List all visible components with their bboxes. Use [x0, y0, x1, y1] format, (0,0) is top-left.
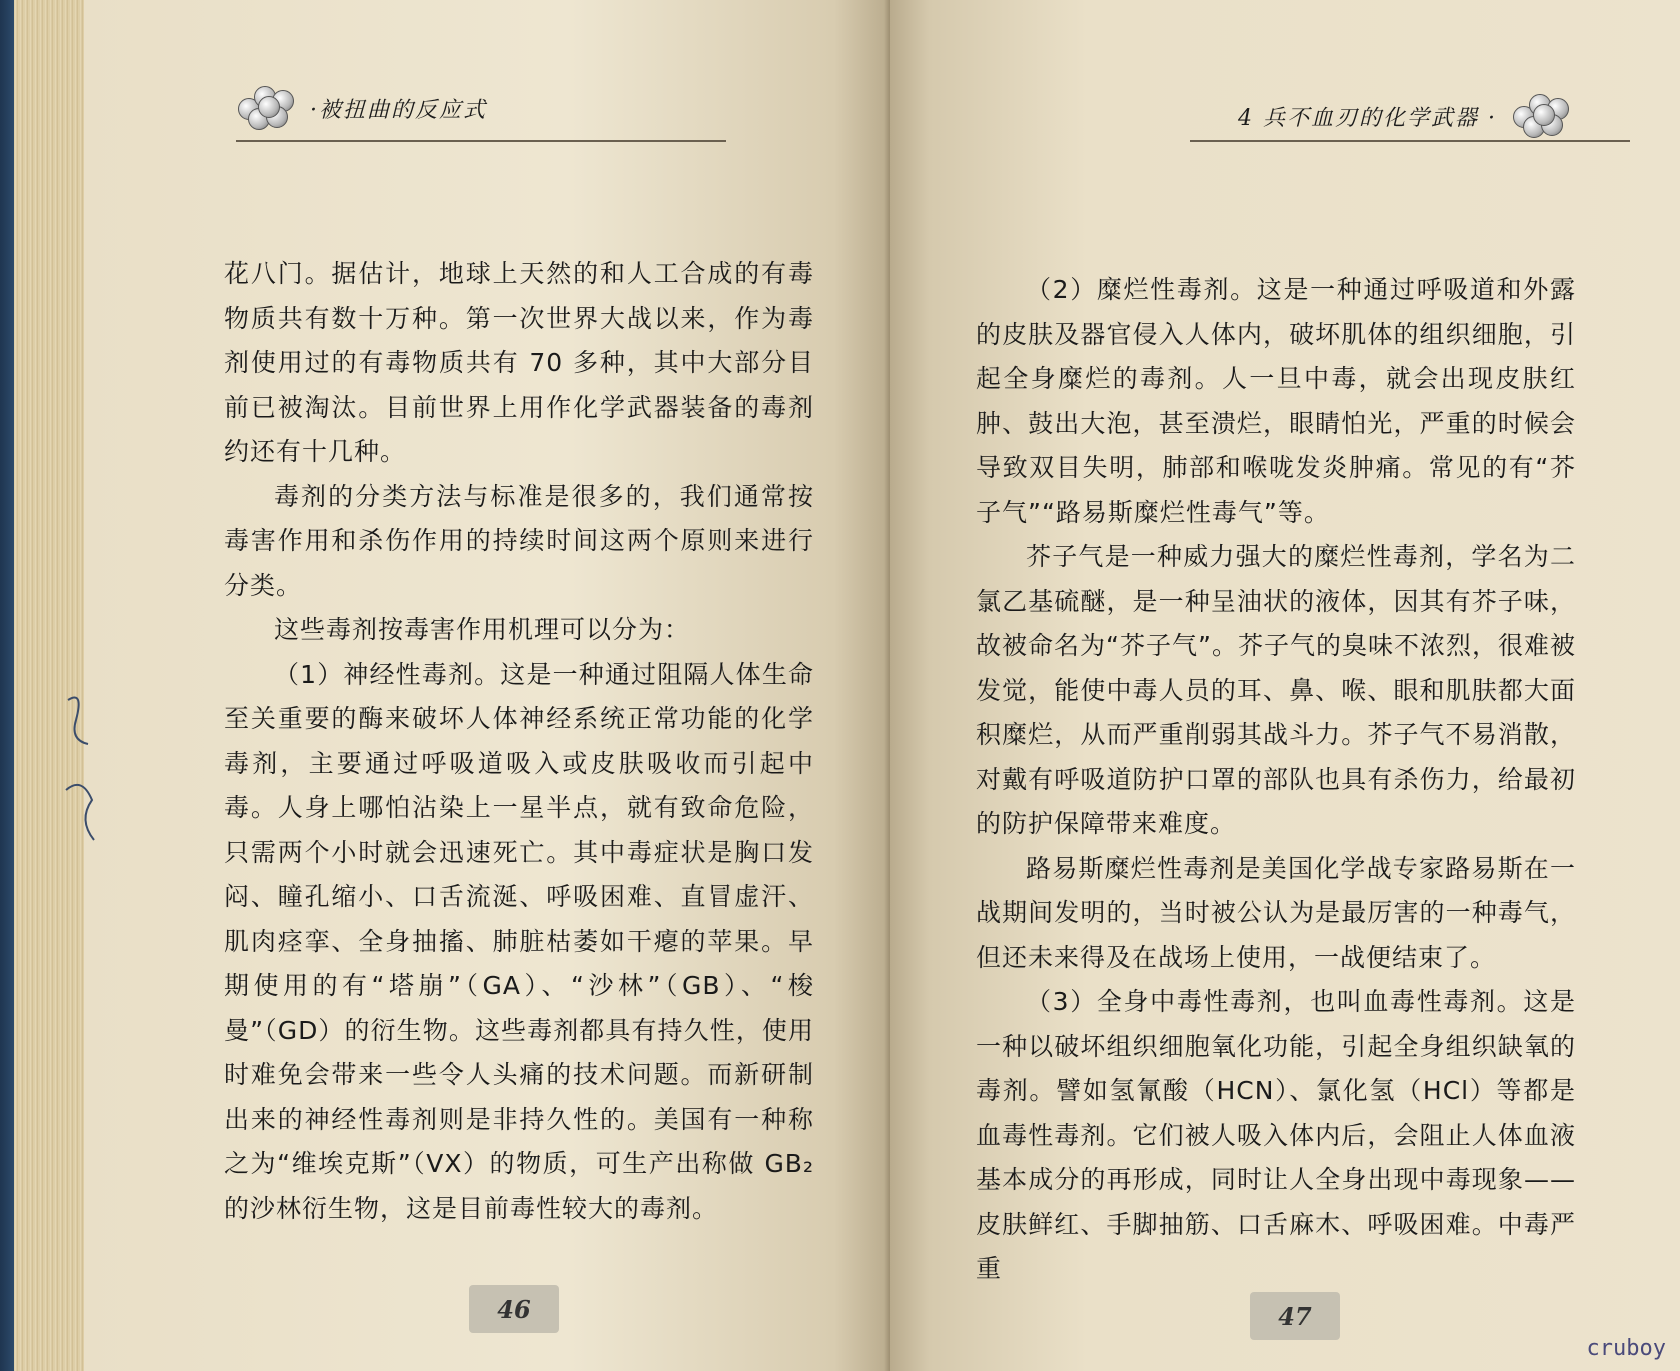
right-header-rule — [1190, 140, 1630, 142]
cover-edge — [0, 0, 14, 1371]
pen-scribble — [62, 680, 102, 860]
molecule-icon — [236, 80, 298, 136]
paragraph: （1）神经性毒剂。这是一种通过阻隔人体生命至关重要的酶来破坏人体神经系统正常功能的化学毒剂，主要通过呼吸道吸入或皮肤吸收而引起中毒。人身上哪怕沾染上一星半点，就有致命危险，只需两个小时就会迅速死亡。其中毒症状是胸口发闷、瞳孔缩小、口舌流涎、呼吸困难、直冒虚汗、肌肉痉挛、全身抽搐、肺脏枯萎如干瘪的苹果。早期使用的有“塔崩”（GA）、“沙林”（GB）、“梭曼”（GD）的衍生物。这些毒剂都具有持久性，使用时难免会带来一些令人头痛的技术问题。而新研制出来的神经性毒剂则是非持久性的。美国有一种称之为“维埃克斯”（VX）的物质，可生产出称做 GB₂ 的沙林衍生物，这是目前毒性较大的毒剂。 — [224, 659, 814, 1223]
page-number-right: 47 — [1250, 1292, 1340, 1340]
paragraph: 这些毒剂按毒害作用机理可以分为： — [274, 615, 691, 644]
right-header — [1238, 88, 1573, 144]
molecule-icon — [1511, 88, 1573, 144]
left-header-title: ·被扭曲的反应式 — [310, 97, 487, 123]
paragraph: 毒剂的分类方法与标准是很多的，我们通常按毒害作用和杀伤作用的持续时间这两个原则来进行分类。 — [224, 481, 814, 600]
left-page — [84, 0, 890, 1371]
watermark-text: cruboy — [1586, 1336, 1666, 1361]
right-header-title: 4 兵不血刃的化学武器 · — [1238, 105, 1497, 131]
paragraph: （3）全身中毒性毒剂，也叫血毒性毒剂。这是一种以破坏组织细胞氧化功能，引起全身组织缺氧的毒剂。譬如氢氰酸（HCN）、氯化氢（HCl）等都是血毒性毒剂。它们被人吸入体内后，会阻止人体血液基本成分的再形成，同时让人全身出现中毒现象——皮肤鲜红、手脚抽筋、口舌麻木、呼吸困难。中毒严重 — [976, 987, 1576, 1283]
right-page — [890, 0, 1680, 1371]
paragraph: 芥子气是一种威力强大的糜烂性毒剂，学名为二氯乙基硫醚，是一种呈油状的液体，因其有芥子味，故被命名为“芥子气”。芥子气的臭味不浓烈，很难被发觉，能使中毒人员的耳、鼻、喉、眼和肌肤都大面积糜烂，从而严重削弱其战斗力。芥子气不易消散，对戴有呼吸道防护口罩的部队也具有杀伤力，给最初的防护保障带来难度。 — [976, 542, 1576, 838]
paragraph: （2）糜烂性毒剂。这是一种通过呼吸道和外露的皮肤及器官侵入人体内，破坏肌体的组织细胞，引起全身糜烂的毒剂。人一旦中毒，就会出现皮肤红肿、鼓出大泡，甚至溃烂，眼睛怕光，严重的时候会导致双目失明，肺部和喉咙发炎肿痛。常见的有“芥子气”“路易斯糜烂性毒气”等。 — [976, 275, 1576, 527]
right-body — [976, 268, 1576, 1292]
page-number-left: 46 — [469, 1285, 559, 1333]
paragraph: 路易斯糜烂性毒剂是美国化学战专家路易斯在一战期间发明的，当时被公认为是最厉害的一种毒气，但还未来得及在战场上使用，一战便结束了。 — [976, 853, 1576, 972]
paragraph: 花八门。据估计，地球上天然的和人工合成的有毒物质共有数十万种。第一次世界大战以来，作为毒剂使用过的有毒物质共有 70 多种，其中大部分目前已被淘汰。目前世界上用作化学武器装备的毒剂约还有十几种。 — [224, 259, 814, 466]
left-body — [224, 252, 814, 1231]
left-header-rule — [236, 140, 726, 142]
left-header — [236, 80, 487, 136]
